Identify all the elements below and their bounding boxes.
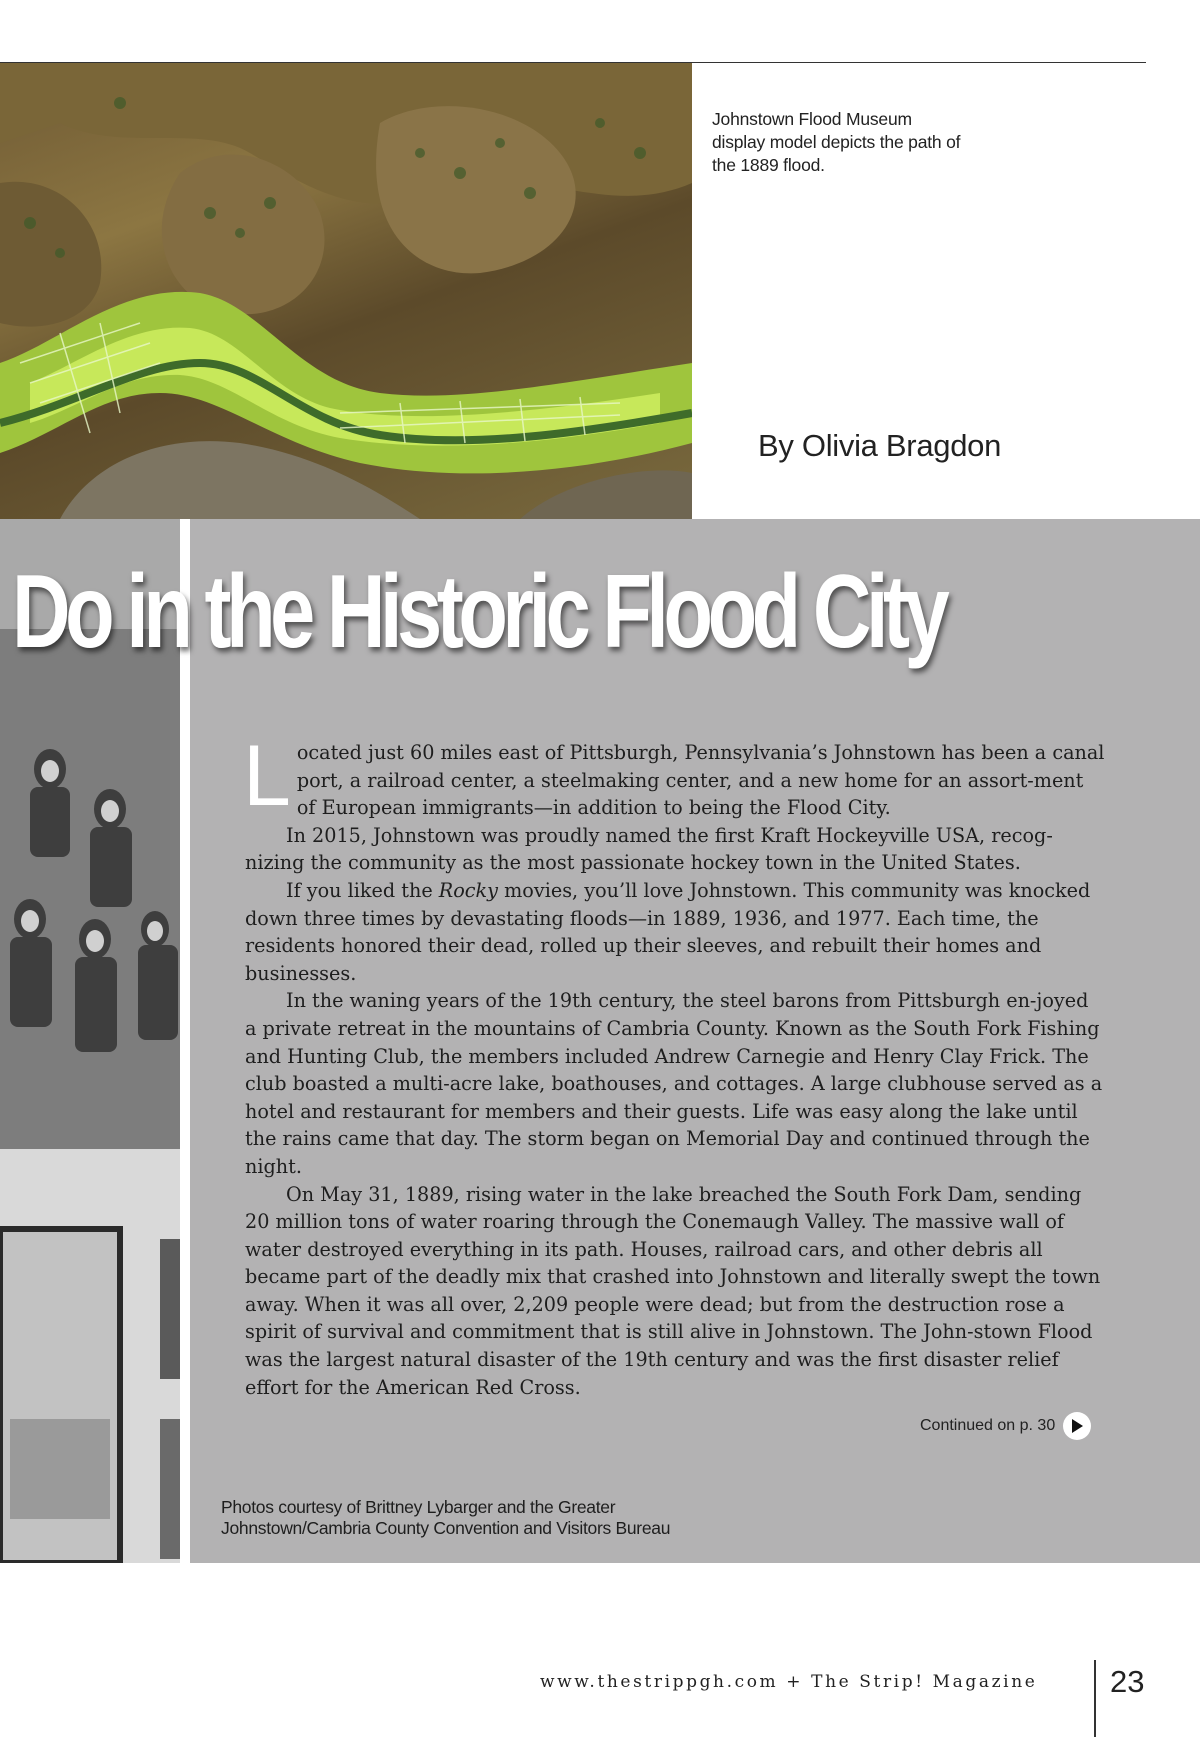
arrow-right-icon: [1063, 1412, 1091, 1440]
article-paragraph: In 2015, Johnstown was proudly named the first Kraft Hockeyville USA, recog-nizing the community as the most passionate hockey town in the United States.: [245, 823, 1053, 875]
paragraph-text: ocated just 60 miles east of Pittsburgh, Pennsylvania’s Johnstown has been a canal port, a railroad center, a steelmaking center, and a new home for an assort-ment of European immigrants—in addition to being the Flood City.: [296, 741, 1105, 820]
article-paragraph: In the waning years of the 19th century, the steel barons from Pittsburgh en-joyed a private retreat in the mountains of Cambria County. Known as the South Fork Fishing and Hunting Club, the members included Andrew Carnegie and Henry Clay Frick. The club boasted a multi-acre lake, boathouses, and cottages. A large clubhouse served as a hotel and restaurant for members and their guests. Life was easy along the lake until the rains came that day. The storm began on Memorial Day and continued through the night.: [245, 989, 1103, 1178]
headline: Do in the Historic Flood City: [12, 554, 945, 670]
flood-model-photo: [0, 63, 692, 519]
article-body: [243, 728, 1105, 1401]
archive-photo: [0, 519, 180, 1563]
drop-cap: L: [243, 728, 291, 824]
footer-site: www.thestrippgh.com + The Strip! Magazine: [540, 1672, 1038, 1692]
article-paragraph: [243, 728, 1105, 824]
movie-title: Rocky: [438, 878, 499, 902]
page-number: 23: [1110, 1664, 1145, 1699]
continued-link[interactable]: [920, 1412, 1091, 1440]
photo-credit: Photos courtesy of Brittney Lybarger and the Greater Johnstown/Cambria County Convention and Visitors Bureau: [221, 1497, 671, 1538]
byline: By Olivia Bragdon: [758, 428, 1002, 463]
photo-caption: Johnstown Flood Museum display model depicts the path of the 1889 flood.: [712, 109, 961, 175]
footer-divider: [1094, 1660, 1096, 1737]
article-paragraph: [245, 877, 1105, 987]
article-paragraph: On May 31, 1889, rising water in the lake breached the South Fork Dam, sending 20 million tons of water roaring through the Conemaugh Valley. The massive wall of water destroyed everything in its path. Houses, railroad cars, and other debris all became part of the deadly mix that crashed into Johnstown and literally swept the town away. When it was all over, 2,209 people were dead; but from the destruction rose a spirit of survival and commitment that is still alive in Johnstown. The John-stown Flood was the largest natural disaster of the 19th century and was the first disaster relief effort for the American Red Cross.: [245, 1182, 1101, 1399]
paragraph-text: movies, you’ll love Johnstown. This community was knocked down three times by devastating floods—in 1889, 1936, and 1977. Each time, the residents honored their dead, rolled up their sleeves, and rebuilt their homes and businesses.: [245, 878, 1091, 985]
paragraph-text: If you liked the: [286, 878, 439, 902]
continued-label: Continued on p. 30: [920, 1417, 1056, 1434]
